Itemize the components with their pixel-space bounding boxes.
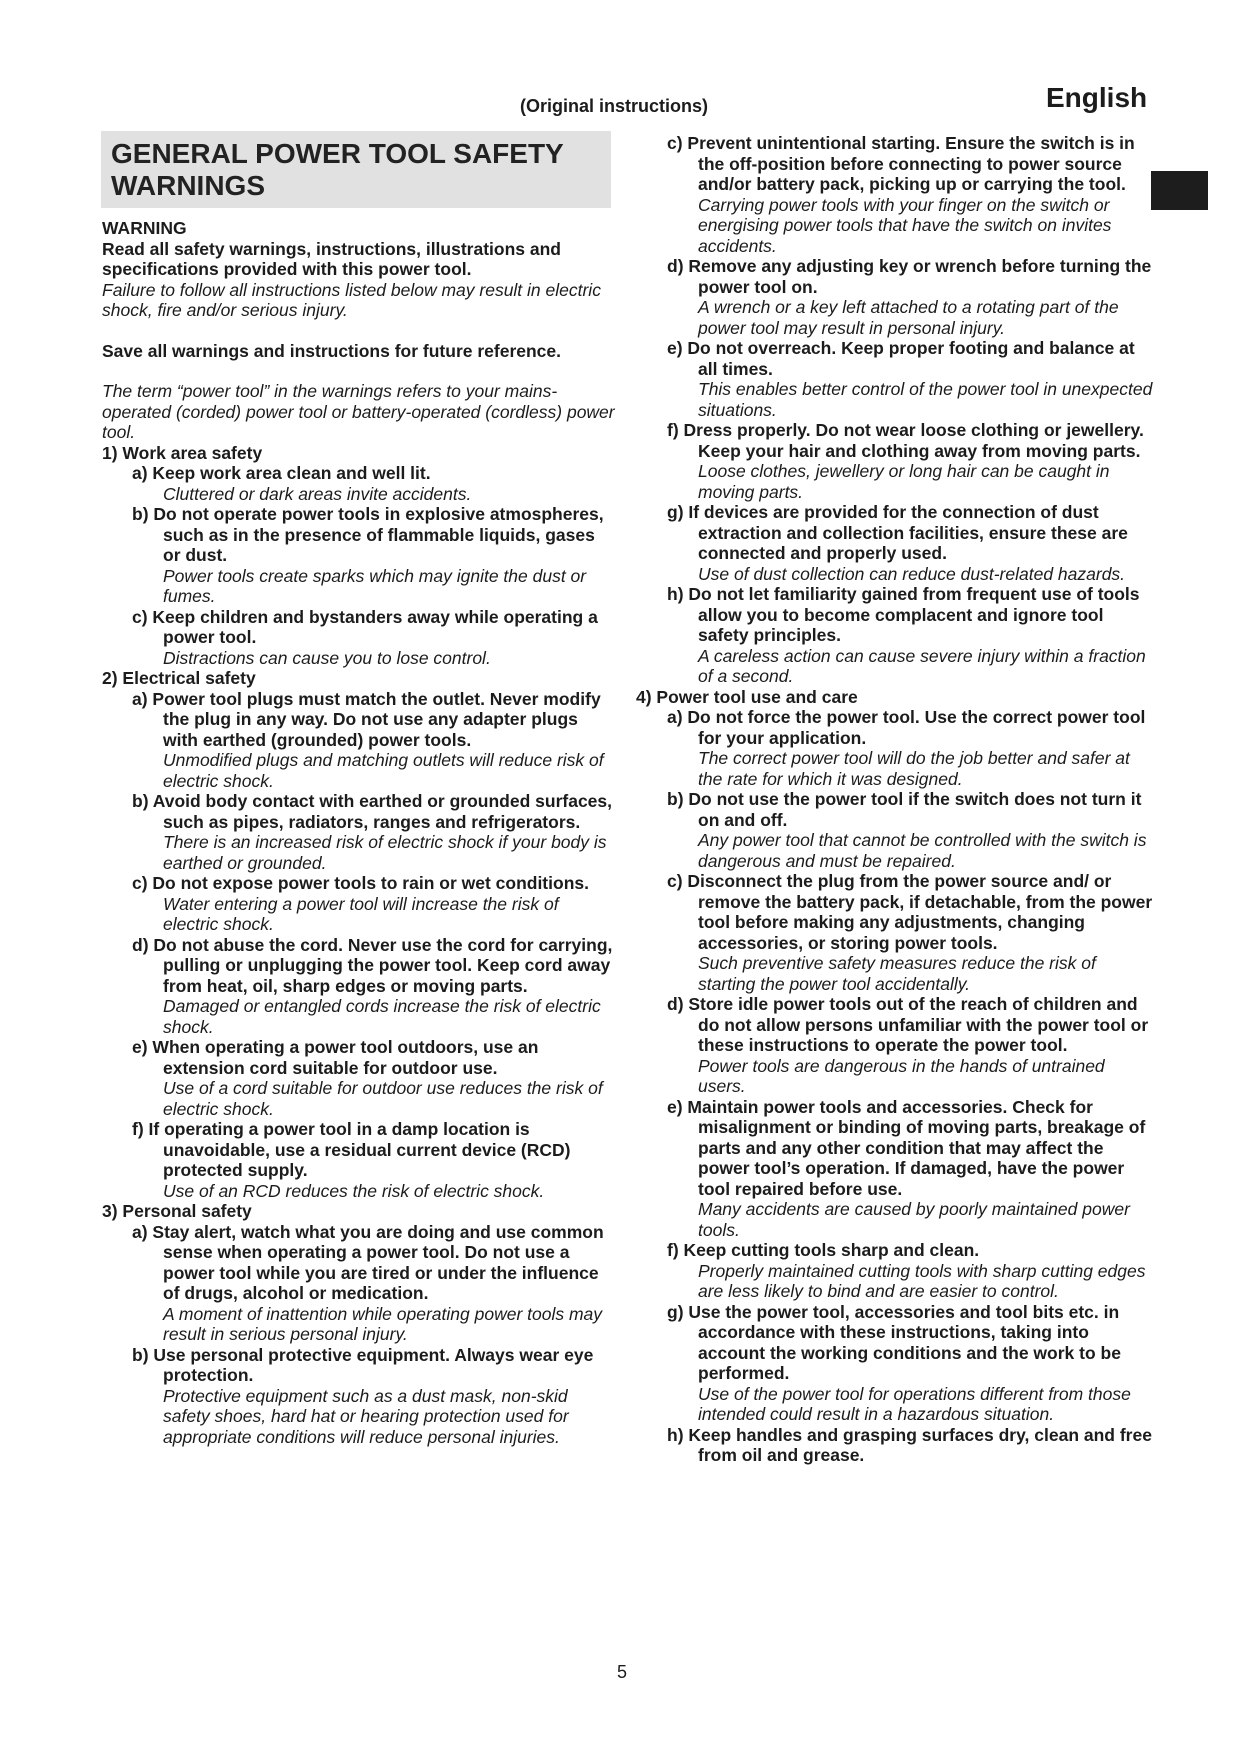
list-item-note: Unmodified plugs and matching outlets will reduce risk of electric shock. [163,750,604,791]
right-column [636,133,1156,1466]
list-item-note: Any power tool that cannot be controlled with the switch is dangerous and must be repaired. [698,830,1147,871]
list-item-note: Power tools are dangerous in the hands of untrained users. [698,1055,1105,1096]
list-item: c) Disconnect the plug from the power source and/ or remove the battery pack, if detachable, from the power tool before making any adjustments, changing accessories, or storing power tools. [667,871,1153,953]
header-original-instructions: (Original instructions) [520,96,709,116]
list-item-note: A careless action can cause severe injury within a fraction of a second. [698,645,1146,686]
list-item-note: Such preventive safety measures reduce the risk of starting the power tool accidentally. [698,953,1096,994]
list-item-note: Use of dust collection can reduce dust-related hazards. [698,563,1126,584]
list-item: g) If devices are provided for the connection of dust extraction and collection facilities, ensure these are connected and properly used. [667,502,1128,563]
list-item-note: Use of the power tool for operations different from those intended could result in a hazardous situation. [698,1383,1131,1424]
warning-text: Read all safety warnings, instructions, illustrations and specifications provided with this power tool. [102,238,561,279]
list-item-note: Loose clothes, jewellery or long hair can be caught in moving parts. [698,461,1110,502]
list-item: c) Keep children and bystanders away while operating a power tool. [132,606,598,647]
section-heading: 1) Work area safety [102,442,263,463]
list-item: f) Keep cutting tools sharp and clean. [667,1240,980,1260]
save-instructions: Save all warnings and instructions for future reference. [102,340,562,361]
left-column [102,218,617,1447]
list-item-note: Carrying power tools with your finger on the switch or energising power tools that have the switch on invites accidents. [698,194,1112,256]
section-heading: 2) Electrical safety [102,668,256,688]
list-item-note: Cluttered or dark areas invite accidents. [163,483,472,504]
power-tool-term: The term “power tool” in the warnings refers to your mains-operated (corded) power tool or battery-operated (cordless) power tool. [102,381,615,442]
list-item-note: Water entering a power tool will increase the risk of electric shock. [163,893,559,934]
list-item: a) Do not force the power tool. Use the correct power tool for your application. [667,707,1146,748]
list-item-note: A moment of inattention while operating power tools may result in serious personal injury. [163,1303,603,1344]
list-item-note: Power tools create sparks which may ignite the dust or fumes. [163,565,587,606]
list-item-note: Damaged or entangled cords increase the risk of electric shock. [163,996,601,1037]
list-item: c) Prevent unintentional starting. Ensure the switch is in the off-position before connecting to power source and/or battery pack, picking up or carrying the tool. [667,133,1135,194]
warning-label: WARNING [102,218,187,238]
list-item-note: Use of a cord suitable for outdoor use reduces the risk of electric shock. [163,1078,603,1119]
section-heading: 3) Personal safety [102,1201,252,1221]
list-item: f) If operating a power tool in a damp location is unavoidable, use a residual current device (RCD) protected supply. [132,1119,571,1180]
list-item-note: Distractions can cause you to lose control. [163,647,491,668]
list-item-note: The correct power tool will do the job better and safer at the rate for which it was designed. [698,748,1130,789]
language-tab-marker [1151,171,1208,210]
list-item: a) Power tool plugs must match the outlet. Never modify the plug in any way. Do not use any adapter plugs with earthed (grounded) power tools. [132,688,601,750]
list-item: e) When operating a power tool outdoors, use an extension cord suitable for outdoor use. [132,1037,539,1078]
list-item: e) Maintain power tools and accessories. Check for misalignment or binding of moving parts, breakage of parts and any other condition that may affect the power tool’s operation. If damaged, have the power tool repaired before use. [667,1096,1146,1199]
section-heading: 4) Power tool use and care [636,686,858,707]
list-item: e) Do not overreach. Keep proper footing and balance at all times. [667,338,1135,379]
list-item: c) Do not expose power tools to rain or wet conditions. [132,873,589,893]
list-item: a) Stay alert, watch what you are doing and use common sense when operating a power tool. Do not use a power tool while you are tired or under the influence of drugs, alcohol or medication. [132,1221,604,1303]
list-item-note: Properly maintained cutting tools with sharp cutting edges are less likely to bind and are easier to control. [698,1260,1146,1301]
list-item: d) Remove any adjusting key or wrench before turning the power tool on. [667,256,1152,297]
list-item-note: A wrench or a key left attached to a rotating part of the power tool may result in personal injury. [698,297,1119,338]
list-item-note: Use of an RCD reduces the risk of electric shock. [163,1180,545,1201]
list-item-note: Protective equipment such as a dust mask, non-skid safety shoes, hard hat or hearing protection used for appropriate conditions will reduce personal injuries. [163,1385,569,1447]
list-item: g) Use the power tool, accessories and tool bits etc. in accordance with these instructions, taking into account the working conditions and the work to be performed. [667,1301,1121,1383]
list-item: f) Dress properly. Do not wear loose clothing or jewellery. Keep your hair and clothing away from moving parts. [667,420,1144,461]
list-item: b) Do not operate power tools in explosive atmospheres, such as in the presence of flammable liquids, gases or dust. [132,504,604,565]
list-item: h) Do not let familiarity gained from frequent use of tools allow you to become complacent and ignore tool safety principles. [667,584,1140,645]
list-item: b) Avoid body contact with earthed or grounded surfaces, such as pipes, radiators, ranges and refrigerators. [132,791,613,832]
list-item: d) Do not abuse the cord. Never use the cord for carrying, pulling or unplugging the power tool. Keep cord away from heat, oil, sharp edges or moving parts. [132,934,613,996]
list-item: h) Keep handles and grasping surfaces dry, clean and free from oil and grease. [667,1424,1152,1465]
list-item: d) Store idle power tools out of the reach of children and do not allow persons unfamiliar with the power tool or these instructions to operate the power tool. [667,994,1149,1055]
list-item: b) Use personal protective equipment. Always wear eye protection. [132,1344,594,1385]
list-item-note: This enables better control of the power tool in unexpected situations. [698,379,1153,420]
list-item-note: There is an increased risk of electric shock if your body is earthed or grounded. [163,832,607,873]
page-number: 5 [617,1662,628,1682]
page-title: GENERAL POWER TOOL SAFETY WARNINGS [101,131,611,208]
header-language: English [1046,82,1148,113]
list-item: a) Keep work area clean and well lit. [132,463,431,483]
warning-consequence: Failure to follow all instructions listed below may result in electric shock, fire and/or serious injury. [102,279,601,320]
list-item-note: Many accidents are caused by poorly maintained power tools. [698,1199,1130,1240]
list-item: b) Do not use the power tool if the switch does not turn it on and off. [667,789,1142,830]
